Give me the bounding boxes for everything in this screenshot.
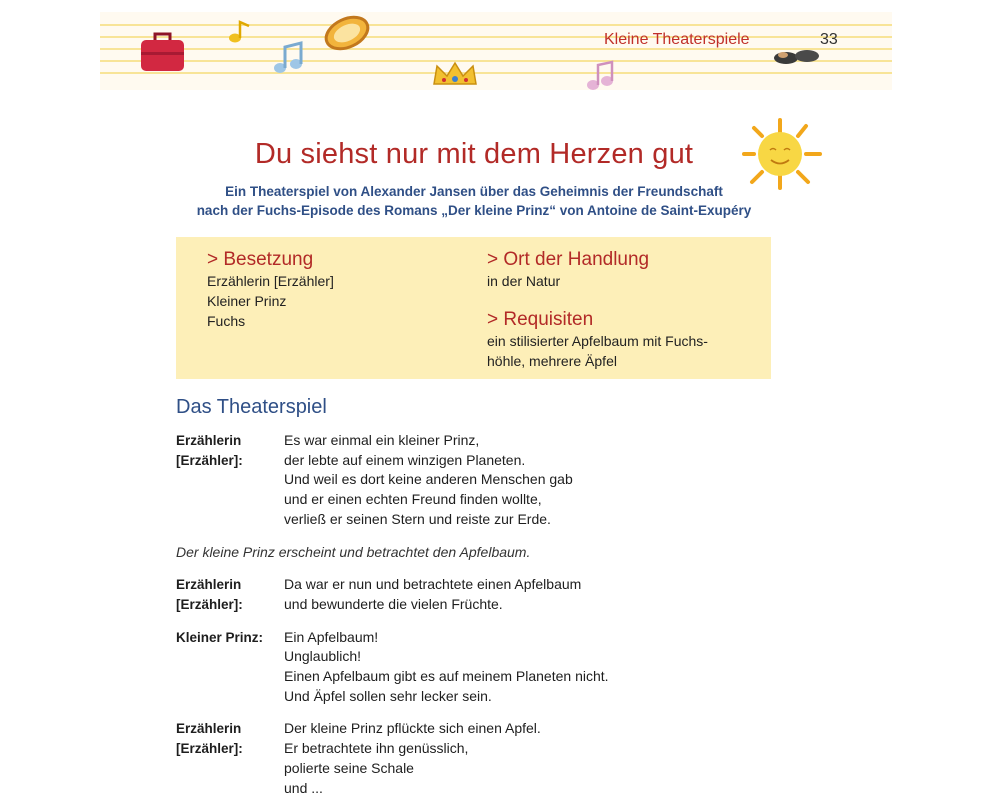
- staff-line: [100, 24, 892, 26]
- cast-member: Fuchs: [207, 313, 246, 329]
- dialogue-line: Ein Apfelbaum!: [284, 628, 379, 645]
- dialogue-line: Einen Apfelbaum gibt es auf meinem Planeten nicht.: [284, 668, 609, 685]
- speaker-label: [176, 431, 284, 530]
- speaker-label: [176, 719, 284, 798]
- script-block: [176, 431, 796, 530]
- props-line: höhle, mehrere Äpfel: [487, 353, 617, 369]
- dialogue-line: der lebte auf einem winzigen Planeten.: [284, 451, 526, 468]
- speaker-line: Erzählerin: [176, 577, 242, 593]
- speaker-line: [Erzähler]:: [176, 596, 243, 612]
- script-body: [176, 431, 796, 811]
- staff-line: [100, 72, 892, 74]
- cast-member: Erzählerin [Erzähler]: [207, 273, 334, 289]
- speaker-line: Erzählerin: [176, 721, 242, 737]
- cast-column: [207, 249, 334, 331]
- script-block: [176, 719, 796, 798]
- page-number: 33: [820, 31, 838, 48]
- speaker-line: Erzählerin: [176, 433, 242, 448]
- props-heading: > Requisiten: [487, 309, 594, 330]
- props-line: ein stilisierter Apfelbaum mit Fuchs-: [487, 333, 708, 349]
- dialogue-line: Und weil es dort keine anderen Menschen gab: [284, 471, 573, 488]
- dialogue-line: Er betrachtete ihn genüsslich,: [284, 740, 469, 757]
- speaker-label: [176, 575, 284, 614]
- dialogue-line: und ...: [284, 779, 323, 796]
- crown-icon: [430, 60, 480, 90]
- script-block: [176, 628, 796, 707]
- running-title: Kleine Theaterspiele: [604, 31, 750, 48]
- subtitle-line: nach der Fuchs-Episode des Romans „Der kleine Prinz“ von Antoine de Saint-Exupéry: [196, 203, 752, 218]
- page-title: Du siehst nur mit dem Herzen gut: [254, 138, 694, 170]
- speaker-line: [Erzähler]:: [176, 452, 243, 468]
- staff-line: [100, 36, 892, 38]
- dialogue-lines: [284, 628, 609, 707]
- dialogue-line: Es war einmal ein kleiner Prinz,: [284, 432, 480, 448]
- tambourine-icon: [322, 12, 372, 52]
- dialogue-line: Und Äpfel sollen sehr lecker sein.: [284, 687, 492, 704]
- music-note-icon: [228, 19, 252, 45]
- music-note-icon: [272, 39, 304, 79]
- info-box: [176, 237, 771, 379]
- dialogue-line: verließ er seinen Stern und reiste zur Erde.: [284, 510, 551, 527]
- page-subtitle: [0, 182, 948, 220]
- cast-member: Kleiner Prinz: [207, 293, 287, 309]
- shoes-icon: [772, 44, 822, 66]
- dialogue-line: Unglaublich!: [284, 648, 362, 665]
- dialogue-line: und er einen echten Freund finden wollte,: [284, 491, 542, 508]
- dialogue-line: Der kleine Prinz pflückte sich einen Apfel.: [284, 720, 541, 737]
- section-title: Das Theaterspiel: [176, 396, 327, 418]
- speaker-line: [Erzähler]:: [176, 741, 243, 757]
- dialogue-line: polierte seine Schale: [284, 759, 414, 776]
- speaker-line: Kleiner Prinz:: [176, 629, 264, 645]
- dialogue-lines: [284, 719, 541, 798]
- subtitle-line: Ein Theaterspiel von Alexander Jansen über das Geheimnis der Freundschaft: [225, 184, 723, 199]
- speaker-label: [176, 628, 284, 707]
- place-props-column: [487, 249, 708, 371]
- place-text: in der Natur: [487, 273, 561, 289]
- dialogue-lines: [284, 575, 581, 614]
- dialogue-lines: [284, 431, 573, 530]
- place-heading: > Ort der Handlung: [487, 249, 650, 270]
- red-suitcase-icon: [138, 30, 188, 74]
- stage-direction: Der kleine Prinz erscheint und betrachtet den Apfelbaum.: [176, 543, 531, 560]
- dialogue-line: und bewunderte die vielen Früchte.: [284, 595, 503, 612]
- cast-heading: > Besetzung: [207, 249, 314, 270]
- script-block: [176, 575, 796, 614]
- music-note-icon: [585, 59, 615, 93]
- dialogue-line: Da war er nun und betrachtete einen Apfelbaum: [284, 576, 582, 593]
